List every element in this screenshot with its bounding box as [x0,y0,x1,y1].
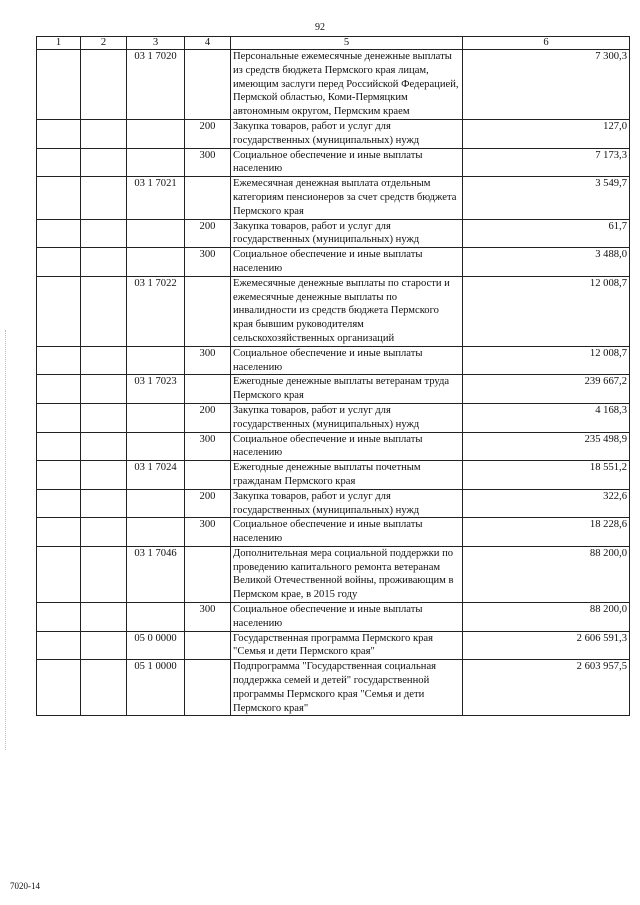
table-cell-c3: 05 1 0000 [127,660,185,716]
table-cell-c1 [37,403,81,432]
table-cell-c3: 03 1 7024 [127,461,185,490]
table-cell-c5: Закупка товаров, работ и услуг для государственных (муниципальных) нужд [231,403,463,432]
table-cell-c4: 300 [185,518,231,547]
margin-mark [5,330,8,750]
header-col-6: 6 [463,37,630,50]
table-row [37,432,630,461]
table-cell-c2 [81,119,127,148]
table-cell-c4: 300 [185,248,231,277]
table-cell-c5: Дополнительная мера социальной поддержки по проведению капитального ремонта ветеранам Великой Отечественной войны, проживающим в Пермском крае, в 2015 году [231,546,463,602]
table-cell-c2 [81,148,127,177]
table-body [37,50,630,716]
table-cell-c6: 88 200,0 [463,603,630,632]
table-cell-c2 [81,631,127,660]
table-cell-c2 [81,50,127,120]
table-cell-c2 [81,603,127,632]
table-cell-c6: 235 498,9 [463,432,630,461]
table-row [37,546,630,602]
table-cell-c5: Ежемесячные денежные выплаты по старости и ежемесячные денежные выплаты по инвалидности из средств бюджета Пермского края бывшим руководителям сельскохозяйственных организаций [231,276,463,346]
table-cell-c6: 322,6 [463,489,630,518]
table-cell-c6: 12 008,7 [463,276,630,346]
table-cell-c4 [185,375,231,404]
table-cell-c5: Подпрограмма "Государственная социальная поддержка семей и детей" государственной программы Пермского края "Семья и дети Пермского края" [231,660,463,716]
table-cell-c3 [127,219,185,248]
table-cell-c3 [127,119,185,148]
table-row [37,631,630,660]
table-row [37,660,630,716]
table-cell-c2 [81,248,127,277]
table-cell-c4 [185,461,231,490]
table-cell-c3 [127,518,185,547]
table-cell-c6: 2 603 957,5 [463,660,630,716]
table-cell-c1 [37,631,81,660]
table-cell-c1 [37,219,81,248]
table-cell-c1 [37,489,81,518]
table-cell-c3: 03 1 7020 [127,50,185,120]
table-cell-c5: Социальное обеспечение и иные выплаты населению [231,148,463,177]
table-cell-c1 [37,50,81,120]
table-cell-c1 [37,276,81,346]
table-cell-c4: 200 [185,489,231,518]
table-cell-c5: Закупка товаров, работ и услуг для государственных (муниципальных) нужд [231,219,463,248]
table-cell-c1 [37,461,81,490]
table-cell-c5: Ежемесячная денежная выплата отдельным категориям пенсионеров за счет средств бюджета Пермского края [231,177,463,219]
table-cell-c3 [127,403,185,432]
header-col-1: 1 [37,37,81,50]
table-row [37,489,630,518]
table-cell-c5: Закупка товаров, работ и услуг для государственных (муниципальных) нужд [231,489,463,518]
table-cell-c6: 18 551,2 [463,461,630,490]
table-cell-c1 [37,346,81,375]
table-cell-c1 [37,148,81,177]
table-cell-c6: 88 200,0 [463,546,630,602]
budget-table [36,36,630,716]
table-cell-c1 [37,660,81,716]
table-cell-c3 [127,603,185,632]
table-cell-c6: 7 173,3 [463,148,630,177]
table-cell-c2 [81,546,127,602]
table-cell-c1 [37,546,81,602]
table-cell-c6: 3 549,7 [463,177,630,219]
table-cell-c4 [185,50,231,120]
table-row [37,177,630,219]
table-cell-c2 [81,276,127,346]
table-row [37,375,630,404]
table-row [37,276,630,346]
table-cell-c6: 18 228,6 [463,518,630,547]
table-cell-c3: 05 0 0000 [127,631,185,660]
table-cell-c5: Государственная программа Пермского края "Семья и дети Пермского края" [231,631,463,660]
table-cell-c5: Ежегодные денежные выплаты почетным гражданам Пермского края [231,461,463,490]
table-cell-c5: Социальное обеспечение и иные выплаты населению [231,346,463,375]
header-row [37,37,630,50]
table-cell-c4: 200 [185,219,231,248]
table-cell-c2 [81,219,127,248]
header-col-2: 2 [81,37,127,50]
table-cell-c6: 2 606 591,3 [463,631,630,660]
table-cell-c5: Социальное обеспечение и иные выплаты населению [231,603,463,632]
page-number: 92 [315,22,325,33]
table-cell-c2 [81,518,127,547]
table-cell-c3: 03 1 7021 [127,177,185,219]
table-cell-c3 [127,248,185,277]
table-cell-c5: Социальное обеспечение и иные выплаты населению [231,518,463,547]
table-cell-c1 [37,518,81,547]
header-col-5: 5 [231,37,463,50]
table-cell-c2 [81,346,127,375]
table-cell-c6: 12 008,7 [463,346,630,375]
header-col-4: 4 [185,37,231,50]
table-cell-c3 [127,148,185,177]
table-cell-c6: 3 488,0 [463,248,630,277]
table-cell-c4 [185,546,231,602]
table-cell-c5: Ежегодные денежные выплаты ветеранам труда Пермского края [231,375,463,404]
table-cell-c2 [81,489,127,518]
table-cell-c4: 300 [185,346,231,375]
table-cell-c4: 300 [185,432,231,461]
table-row [37,119,630,148]
table-cell-c3 [127,432,185,461]
table-cell-c2 [81,660,127,716]
table-cell-c1 [37,119,81,148]
table-cell-c4: 200 [185,403,231,432]
table-cell-c5: Социальное обеспечение и иные выплаты населению [231,248,463,277]
table-row [37,50,630,120]
table-cell-c2 [81,461,127,490]
table-row [37,518,630,547]
table-cell-c4 [185,276,231,346]
table-cell-c4 [185,177,231,219]
table-cell-c3: 03 1 7022 [127,276,185,346]
table-cell-c1 [37,375,81,404]
table-cell-c3: 03 1 7023 [127,375,185,404]
table-cell-c6: 239 667,2 [463,375,630,404]
table-cell-c4 [185,631,231,660]
table-cell-c6: 4 168,3 [463,403,630,432]
table-cell-c5: Закупка товаров, работ и услуг для государственных (муниципальных) нужд [231,119,463,148]
table-cell-c1 [37,432,81,461]
header-col-3: 3 [127,37,185,50]
table-row [37,148,630,177]
table-cell-c3: 03 1 7046 [127,546,185,602]
table-cell-c3 [127,346,185,375]
table-cell-c2 [81,177,127,219]
table-cell-c5: Социальное обеспечение и иные выплаты населению [231,432,463,461]
table-row [37,248,630,277]
table-cell-c4: 300 [185,603,231,632]
table-cell-c4: 300 [185,148,231,177]
table-row [37,461,630,490]
table-cell-c6: 127,0 [463,119,630,148]
table-cell-c2 [81,375,127,404]
table-cell-c3 [127,489,185,518]
table-cell-c1 [37,248,81,277]
footer-code: 7020-14 [10,881,40,891]
table-row [37,346,630,375]
table-row [37,403,630,432]
table-cell-c6: 7 300,3 [463,50,630,120]
table-cell-c4 [185,660,231,716]
table-cell-c4: 200 [185,119,231,148]
table-cell-c6: 61,7 [463,219,630,248]
table-cell-c1 [37,603,81,632]
table-cell-c2 [81,432,127,461]
table-row [37,219,630,248]
table-cell-c5: Персональные ежемесячные денежные выплаты из средств бюджета Пермского края лицам, имеющим заслуги перед Российской Федерацией, Пермской областью, Коми-Пермяцким автономным округом, Пермским краем [231,50,463,120]
table-cell-c2 [81,403,127,432]
table-row [37,603,630,632]
table-cell-c1 [37,177,81,219]
